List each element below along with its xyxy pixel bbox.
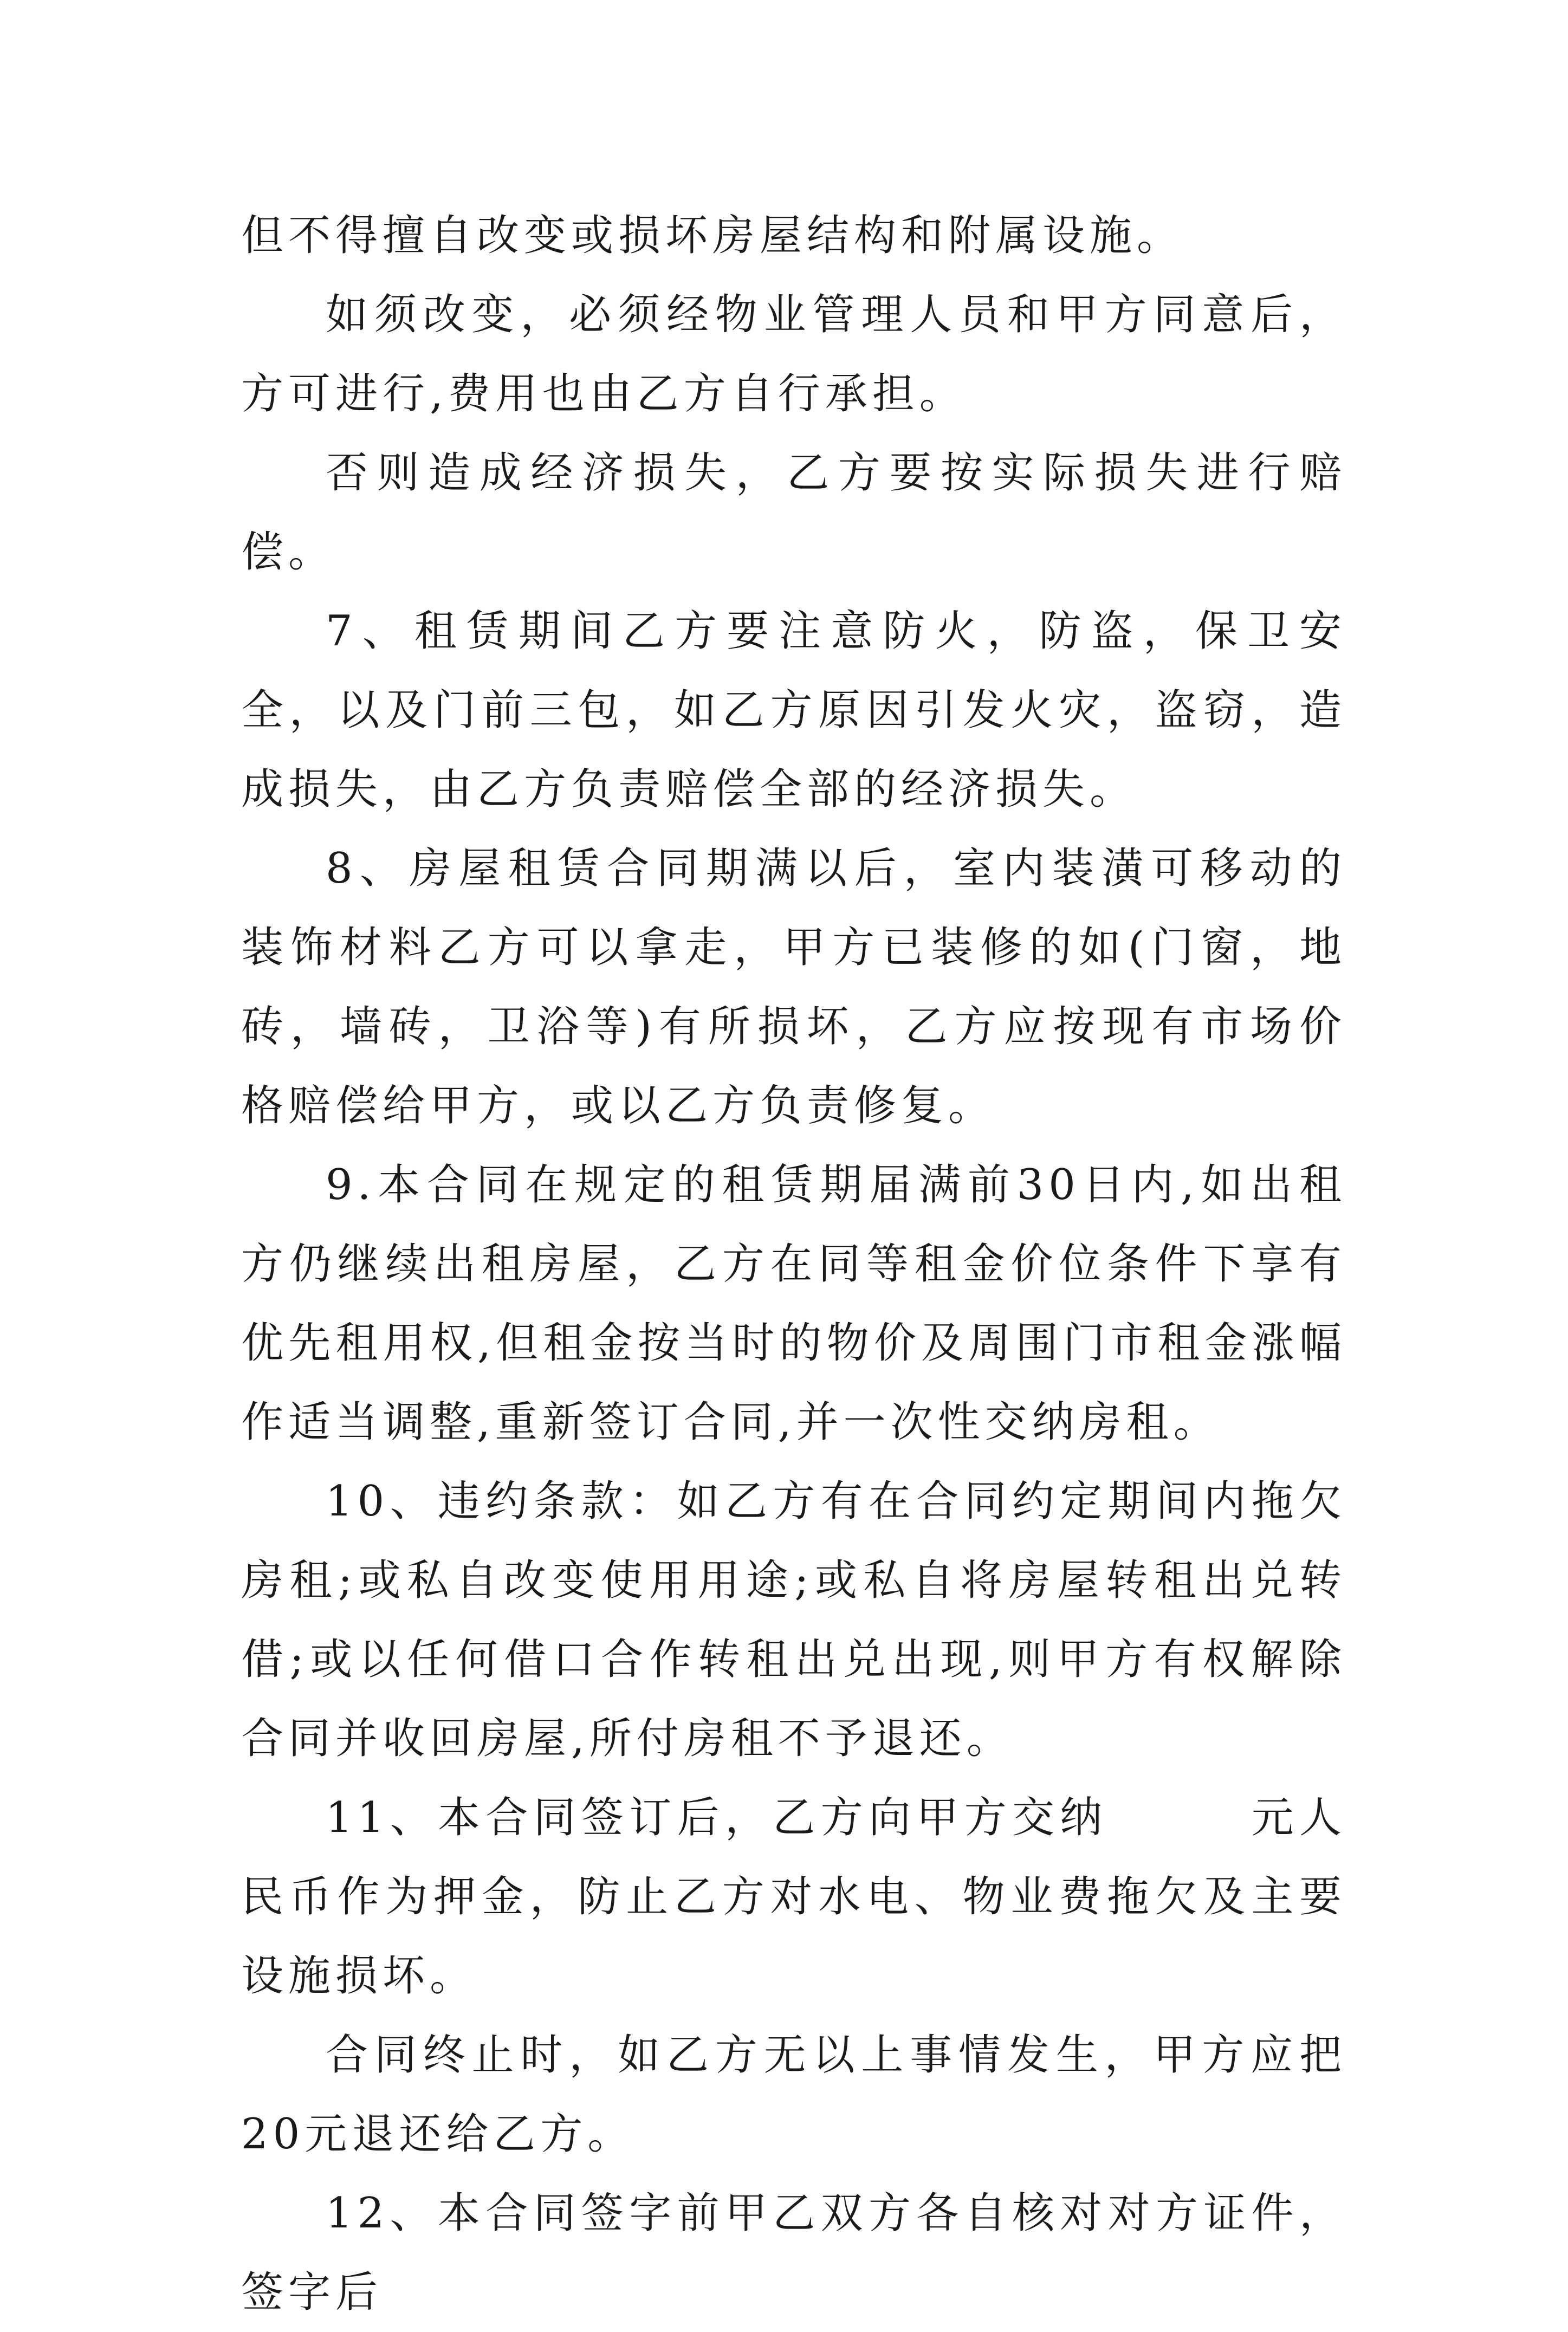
contract-text-body xyxy=(241,196,1346,2332)
clause-7-fire-safety: 7、租赁期间乙方要注意防火，防盗，保卫安全，以及门前三包，如乙方原因引发火灾，盗窃，造成损失，由乙方负责赔偿全部的经济损失。 xyxy=(241,607,1346,814)
clause-11-deposit: 11、本合同签订后，乙方向甲方交纳 元人民币作为押金，防止乙方对水电、物业费拖欠及主要设施损坏。 xyxy=(241,1793,1346,2000)
paragraph-continuation: 但不得擅自改变或损坏房屋结构和附属设施。 xyxy=(241,211,1184,260)
paragraph-modification-consent: 如须改变，必须经物业管理人员和甲方同意后，方可进行,费用也由乙方自行承担。 xyxy=(241,290,1346,418)
clause-9-renewal-priority: 9.本合同在规定的租赁期届满前30日内,如出租方仍继续出租房屋，乙方在同等租金价位条件下享有优先租用权,但租金按当时的物价及周围门市租金涨幅作适当调整,重新签订合同,并一次性交纳房租。 xyxy=(241,1161,1346,1447)
clause-8-lease-expiry: 8、房屋租赁合同期满以后，室内装潢可移动的装饰材料乙方可以拿走，甲方已装修的如(门窗，地砖，墙砖，卫浴等)有所损坏，乙方应按现有市场价格赔偿给甲方，或以乙方负责修复。 xyxy=(241,844,1346,1130)
paragraph-loss-compensation: 否则造成经济损失，乙方要按实际损失进行赔偿。 xyxy=(241,449,1346,576)
paragraph-deposit-refund: 合同终止时，如乙方无以上事情发生，甲方应把20元退还给乙方。 xyxy=(241,2031,1346,2159)
clause-10-breach-terms: 10、违约条款：如乙方有在合同约定期间内拖欠房租;或私自改变使用用途;或私自将房屋转租出兑转借;或以任何借口合作转租出兑出现,则甲方有权解除合同并收回房屋,所付房租不予退还。 xyxy=(241,1477,1346,1763)
clause-12-verification: 12、本合同签字前甲乙双方各自核对对方证件，签字后 xyxy=(241,2189,1346,2317)
